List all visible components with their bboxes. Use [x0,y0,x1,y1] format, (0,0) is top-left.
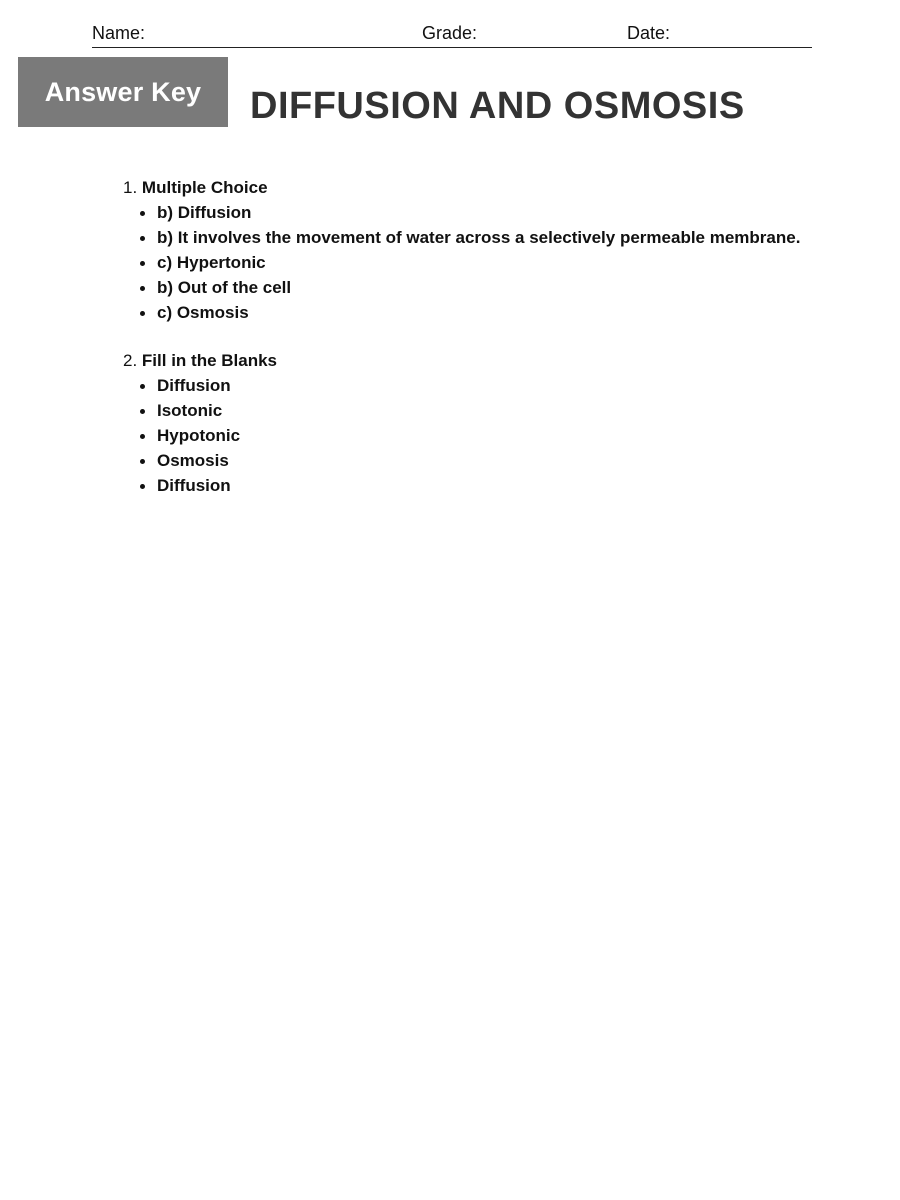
page-title: DIFFUSION AND OSMOSIS [250,85,745,127]
answer-item [157,448,863,473]
bullet-icon [140,211,145,216]
answer-text: b) It involves the movement of water across a selectively permeable membrane. [157,228,801,247]
answer-text: b) Out of the cell [157,278,292,297]
bullet-icon [140,261,145,266]
answer-list [123,373,863,498]
answer-item [157,398,863,423]
section-heading [123,176,863,200]
answer-text: b) Diffusion [157,203,252,222]
answer-list [123,200,863,325]
answer-text: Hypotonic [157,426,241,445]
bullet-icon [140,384,145,389]
answer-item [157,373,863,398]
student-info-line [92,22,812,48]
answer-text: c) Osmosis [157,303,249,322]
date-label: Date: [627,23,671,43]
answer-item [157,200,863,225]
answer-text: Diffusion [157,376,231,395]
section-multiple-choice [123,176,863,325]
bullet-icon [140,311,145,316]
section-number: 1. [123,178,138,197]
answer-text: Isotonic [157,401,223,420]
answer-key-label: Answer Key [44,76,202,107]
section-fill-in-blanks [123,349,863,498]
answer-item [157,423,863,448]
answer-item [157,225,863,250]
answer-item [157,473,863,498]
bullet-icon [140,286,145,291]
answer-item [157,250,863,275]
answer-text: Diffusion [157,476,231,495]
section-title: Multiple Choice [141,178,268,197]
answer-text: Osmosis [157,451,229,470]
answer-content [123,176,863,522]
section-heading [123,349,863,373]
answer-text: c) Hypertonic [157,253,266,272]
bullet-icon [140,459,145,464]
grade-label: Grade: [422,23,478,43]
bullet-icon [140,409,145,414]
bullet-icon [140,434,145,439]
bullet-icon [140,236,145,241]
name-label: Name: [92,23,146,43]
section-title: Fill in the Blanks [141,351,278,370]
answer-key-badge [18,57,228,127]
section-number: 2. [123,351,138,370]
bullet-icon [140,484,145,489]
answer-item [157,275,863,300]
answer-item [157,300,863,325]
